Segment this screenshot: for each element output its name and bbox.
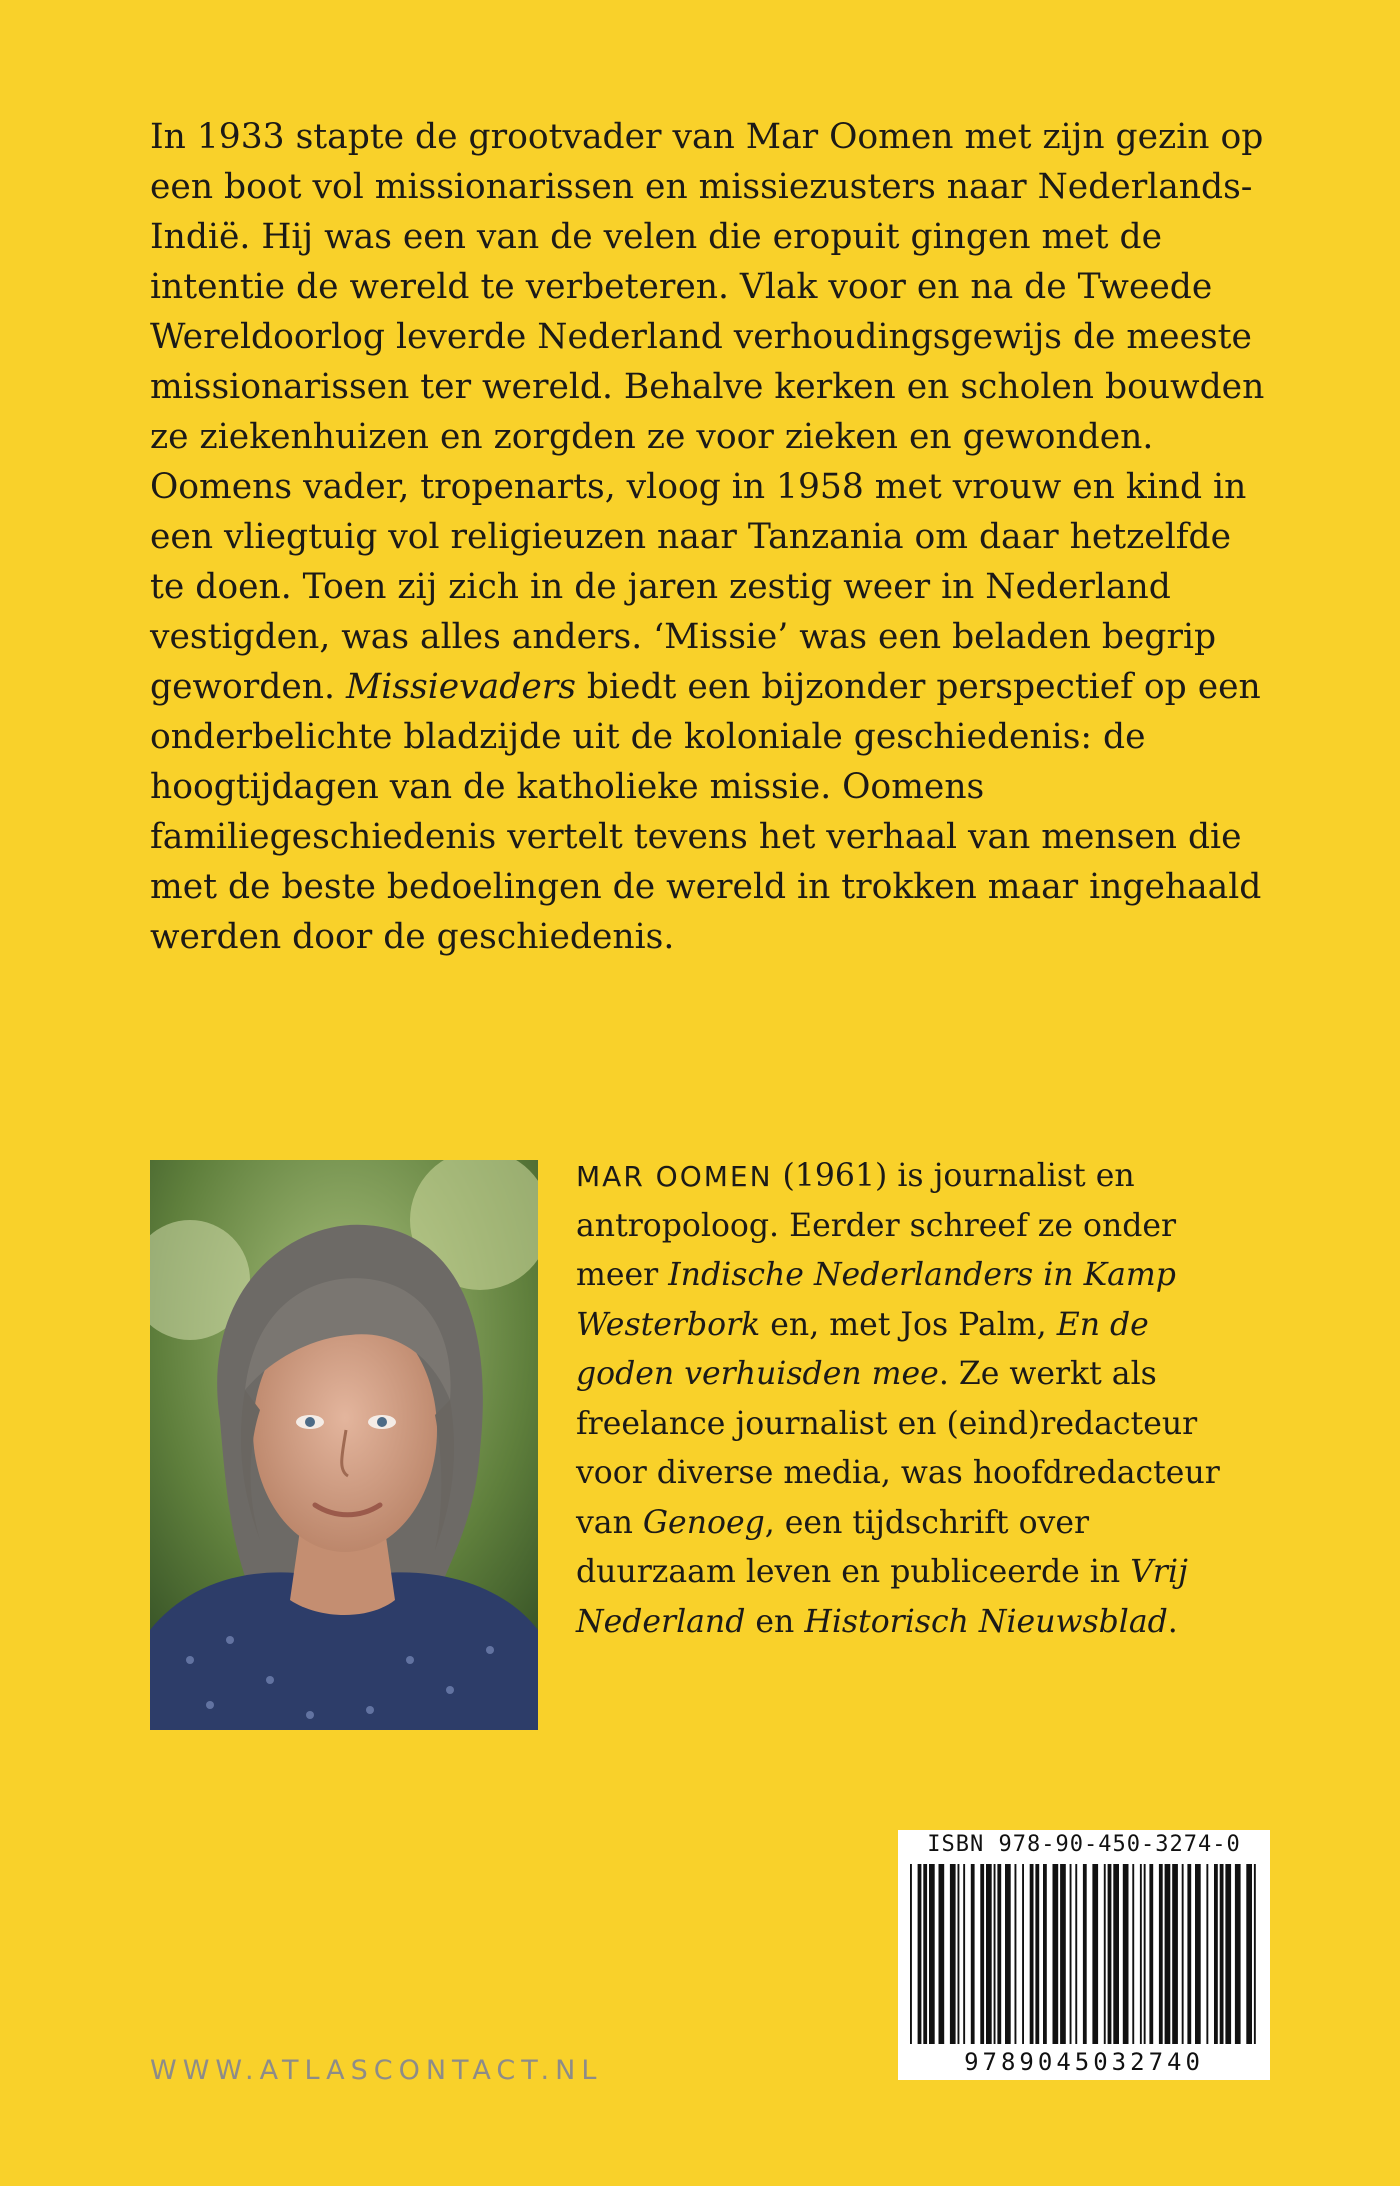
author-section xyxy=(150,1160,1280,1730)
barcode-bar xyxy=(994,1864,996,2044)
barcode-bar xyxy=(1159,1864,1163,2044)
author-photo xyxy=(150,1160,538,1730)
isbn-label: ISBN 978-90-450-3274-0 xyxy=(927,1832,1241,1857)
barcode-bar xyxy=(1187,1864,1191,2044)
barcode-bar xyxy=(958,1864,960,2044)
book-title-goden: En de goden verhuisden mee xyxy=(576,1306,1149,1392)
barcode-bar xyxy=(1075,1864,1077,2044)
barcode-bar xyxy=(1005,1864,1011,2044)
barcode-bar xyxy=(997,1864,1001,2044)
bio-text-2: en, met Jos Palm, xyxy=(760,1306,1057,1343)
bio-text-3: . Ze werkt als freelance journalist en (eind)redacteur voor diverse media, was hoofdredacteur van xyxy=(576,1356,1220,1541)
barcode-bars xyxy=(910,1864,1258,2044)
barcode-bar xyxy=(1092,1864,1098,2044)
barcode-bar xyxy=(1214,1864,1218,2044)
barcode-bar xyxy=(923,1864,927,2044)
barcode-bar xyxy=(1083,1864,1087,2044)
bio-text-6: . xyxy=(1167,1603,1178,1640)
barcode-bar xyxy=(1015,1864,1017,2044)
bio-text-1: (1961) is journalist en antropoloog. Eerder schreef ze onder meer xyxy=(576,1158,1177,1293)
barcode-bar xyxy=(1140,1864,1142,2044)
barcode-bar xyxy=(1060,1864,1066,2044)
book-title-indische-nederlanders: Indische Nederlanders in Kamp Westerbork xyxy=(576,1257,1176,1343)
barcode-bar xyxy=(1104,1864,1106,2044)
magazine-title-historisch-nieuwsblad: Historisch Nieuwsblad xyxy=(804,1603,1168,1640)
barcode-bar xyxy=(1132,1864,1134,2044)
barcode-bar xyxy=(1220,1864,1224,2044)
barcode-bar xyxy=(1113,1864,1119,2044)
barcode-bar xyxy=(986,1864,992,2044)
publisher-website: WWW.ATLASCONTACT.NL xyxy=(150,2055,603,2086)
barcode-bar xyxy=(971,1864,975,2044)
barcode-bar xyxy=(1030,1864,1034,2044)
blurb-text-part-1: In 1933 stapte de grootvader van Mar Oomen met zijn gezin op een boot vol missionarissen en missiezusters naar Nederlands-Indië. Hij was een van de velen die eropuit gingen met de intentie de wereld te verbeteren. Vlak voor en na de Tweede Wereldoorlog leverde Nederland verhoudingsgewijs de meeste missionarissen ter wereld. Behalve kerken en scholen bouwden ze ziekenhuizen en zorgden ze voor zieken en gewonden. Oomens vader, tropenarts, vloog in 1958 met vrouw en kind in een vliegtuig vol religieuzen naar Tanzania om daar hetzelfde te doen. Toen zij zich in de jaren zestig weer in Nederland vestigden, was alles anders. ‘Missie’ was een beladen begrip geworden. xyxy=(150,117,1265,707)
bio-text-4: , een tijdschrift over duurzaam leven en publiceerde in xyxy=(576,1504,1131,1590)
barcode-bar xyxy=(1022,1864,1024,2044)
barcode-bar xyxy=(1070,1864,1072,2044)
back-cover-blurb xyxy=(150,112,1270,962)
barcode-bar xyxy=(1053,1864,1059,2044)
barcode-bar xyxy=(950,1864,956,2044)
author-bio xyxy=(576,1152,1256,1647)
barcode-bar xyxy=(929,1864,935,2044)
barcode-bar xyxy=(1225,1864,1231,2044)
book-title: Missievaders xyxy=(345,667,576,707)
barcode-bar xyxy=(980,1864,984,2044)
barcode-bar xyxy=(1235,1864,1241,2044)
barcode-bar xyxy=(1144,1864,1146,2044)
barcode-bar xyxy=(1246,1864,1252,2044)
barcode-bar xyxy=(918,1864,922,2044)
barcode-bar xyxy=(939,1864,945,2044)
barcode-bar xyxy=(1165,1864,1171,2044)
barcode-bar xyxy=(1123,1864,1129,2044)
barcode-bar xyxy=(1043,1864,1047,2044)
barcode-bar xyxy=(1254,1864,1256,2044)
barcode-bar xyxy=(963,1864,965,2044)
blurb-paragraph xyxy=(150,112,1270,962)
isbn-barcode xyxy=(898,1830,1270,2080)
magazine-title-genoeg: Genoeg xyxy=(642,1504,765,1541)
barcode-digits: 9789045032740 xyxy=(964,2048,1204,2076)
barcode-bar xyxy=(1035,1864,1039,2044)
barcode-bar xyxy=(1206,1864,1208,2044)
barcode-bar xyxy=(910,1864,912,2044)
blurb-text-part-2: biedt een bijzonder perspectief op een onderbelichte bladzijde uit de koloniale geschiedenis: de hoogtijdagen van de katholieke missie. Oomens familiegeschiedenis vertelt tevens het verhaal van mensen die met de beste bedoelingen de wereld in trokken maar ingehaald werden door de geschiedenis. xyxy=(150,667,1262,957)
author-name: MAR OOMEN xyxy=(576,1160,773,1193)
magazine-title-vrij-nederland: Vrij Nederland xyxy=(576,1554,1188,1640)
bio-text-5: en xyxy=(745,1603,805,1640)
barcode-bar xyxy=(1195,1864,1201,2044)
barcode-bar xyxy=(1108,1864,1112,2044)
barcode-bar xyxy=(1149,1864,1153,2044)
barcode-bar xyxy=(1182,1864,1184,2044)
barcode-bar xyxy=(1172,1864,1178,2044)
